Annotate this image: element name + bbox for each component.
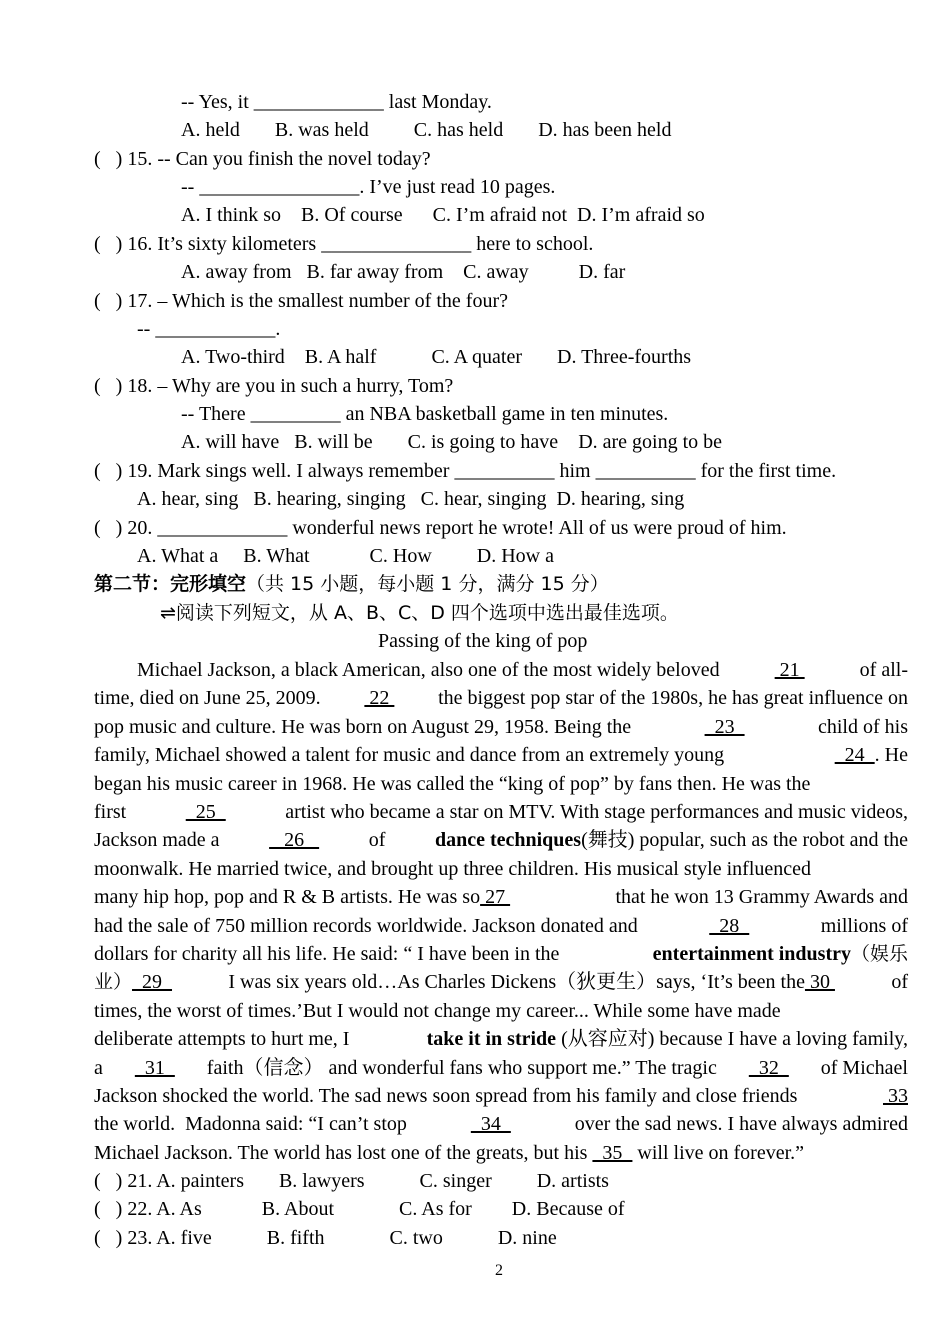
blank-29: 29 xyxy=(132,971,173,993)
options-20: A. What a B. What C. How D. How a xyxy=(137,545,554,567)
options-14: A. held B. was held C. has held D. has been held xyxy=(181,119,672,141)
passage-line-14: deliberate attempts to hurt me, I take it in stride (从容应对) because I have a loving family, xyxy=(94,1028,908,1050)
passage-line-1: Michael Jackson, a black American, also one of the most widely beloved 21 of all- xyxy=(137,656,908,684)
blank-31: 31 xyxy=(134,1057,175,1079)
passage-line-18: Michael Jackson. The world has lost one of the greats, but his 35 will live on forever.” xyxy=(94,1142,805,1164)
blank-30: 30 xyxy=(804,971,835,993)
blank-34: 34 xyxy=(470,1113,511,1135)
blank-25: 25 xyxy=(185,801,226,823)
options-23: ( ) 23. A. five B. fifth C. two D. nine xyxy=(94,1227,557,1249)
options-19: A. hear, sing B. hearing, singing C. hear, singing D. hearing, sing xyxy=(137,488,685,510)
answer-line-15: -- ________________. I’ve just read 10 pages. xyxy=(181,176,556,198)
question-15: ( ) 15. -- Can you finish the novel today? xyxy=(94,148,431,170)
passage-line-9: many hip hop, pop and R & B artists. He was so 27 that he won 13 Grammy Awards and xyxy=(94,886,908,908)
blank-24: 24 xyxy=(834,744,875,766)
passage-line-13: times, the worst of times.’But I would not change my career... While some have made xyxy=(94,1000,781,1022)
answer-line-18: -- There _________ an NBA basketball game in ten minutes. xyxy=(181,403,669,425)
question-16: ( ) 16. It’s sixty kilometers _______________ here to school. xyxy=(94,233,594,255)
section-instruction: ⇌阅读下列短文，从 A、B、C、D 四个选项中选出最佳选项。 xyxy=(160,602,679,624)
passage-line-7: Jackson made a 26 of dance techniques(舞技) popular, such as the robot and the xyxy=(94,826,908,854)
blank-23: 23 xyxy=(704,716,745,738)
blank-32: 32 xyxy=(748,1057,789,1079)
passage-line-6: first 25 artist who became a star on MTV. With stage performances and music videos, xyxy=(94,798,908,826)
options-17: A. Two-third B. A half C. A quater D. Three-fourths xyxy=(181,346,692,368)
answer-line-14: -- Yes, it _____________ last Monday. xyxy=(181,91,492,113)
passage-line-15: a 31 faith（信念） and wonderful fans who support me.” The tragic 32 of Michael xyxy=(94,1054,908,1082)
passage-line-4: family, Michael showed a talent for music and dance from an extremely young 24 . He xyxy=(94,744,908,766)
options-15: A. I think so B. Of course C. I’m afraid not D. I’m afraid so xyxy=(181,204,705,226)
options-18: A. will have B. will be C. is going to have D. are going to be xyxy=(181,431,723,453)
question-19: ( ) 19. Mark sings well. I always remember __________ him __________ for the first time. xyxy=(94,460,837,482)
passage-line-3: pop music and culture. He was born on August 29, 1958. Being the 23 child of his xyxy=(94,713,908,741)
section-heading: 第二节：完形填空 xyxy=(94,573,247,595)
options-16: A. away from B. far away from C. away D. far xyxy=(181,261,626,283)
page-number: 2 xyxy=(495,1262,503,1279)
blank-35: 35 xyxy=(592,1142,633,1164)
passage-line-16: Jackson shocked the world. The sad news soon spread from his family and close friends 33 xyxy=(94,1082,908,1110)
blank-33: 33 xyxy=(883,1085,908,1107)
options-22: ( ) 22. A. As B. About C. As for D. Because of xyxy=(94,1198,625,1220)
blank-21: 21 xyxy=(774,659,805,681)
answer-line-17: -- ____________. xyxy=(137,318,281,340)
question-18: ( ) 18. – Why are you in such a hurry, Tom? xyxy=(94,375,454,397)
passage-line-8: moonwalk. He married twice, and brought up three children. His musical style influenced xyxy=(94,858,812,880)
options-21: ( ) 21. A. painters B. lawyers C. singer D. artists xyxy=(94,1170,609,1192)
blank-27: 27 xyxy=(480,886,511,908)
blank-28: 28 xyxy=(709,915,750,937)
passage-line-10: had the sale of 750 million records worldwide. Jackson donated and 28 millions of xyxy=(94,912,908,940)
passage-line-2: time, died on June 25, 2009. 22 the biggest pop star of the 1980s, he has great influence on xyxy=(94,684,908,712)
question-17: ( ) 17. – Which is the smallest number of the four? xyxy=(94,290,508,312)
blank-22: 22 xyxy=(364,687,395,709)
blank-26: 26 xyxy=(269,829,320,851)
passage-line-5: began his music career in 1968. He was called the “king of pop” by fans then. He was the xyxy=(94,773,811,795)
passage-title: Passing of the king of pop xyxy=(378,630,588,652)
section-heading-line xyxy=(94,570,609,598)
passage-line-11: dollars for charity all his life. He said: “ I have been in the entertainment industry（娱乐 xyxy=(94,943,908,965)
passage-line-12: 业） 29 I was six years old…As Charles Dickens（狄更生）says, ‘It’s been the 30 of xyxy=(94,971,908,993)
question-20: ( ) 20. _____________ wonderful news report he wrote! All of us were proud of him. xyxy=(94,517,787,539)
section-heading-note: （共 15 小题，每小题 1 分，满分 15 分） xyxy=(246,573,609,595)
passage-line-17: the world. Madonna said: “I can’t stop 34 over the sad news. I have always admired xyxy=(94,1110,908,1138)
